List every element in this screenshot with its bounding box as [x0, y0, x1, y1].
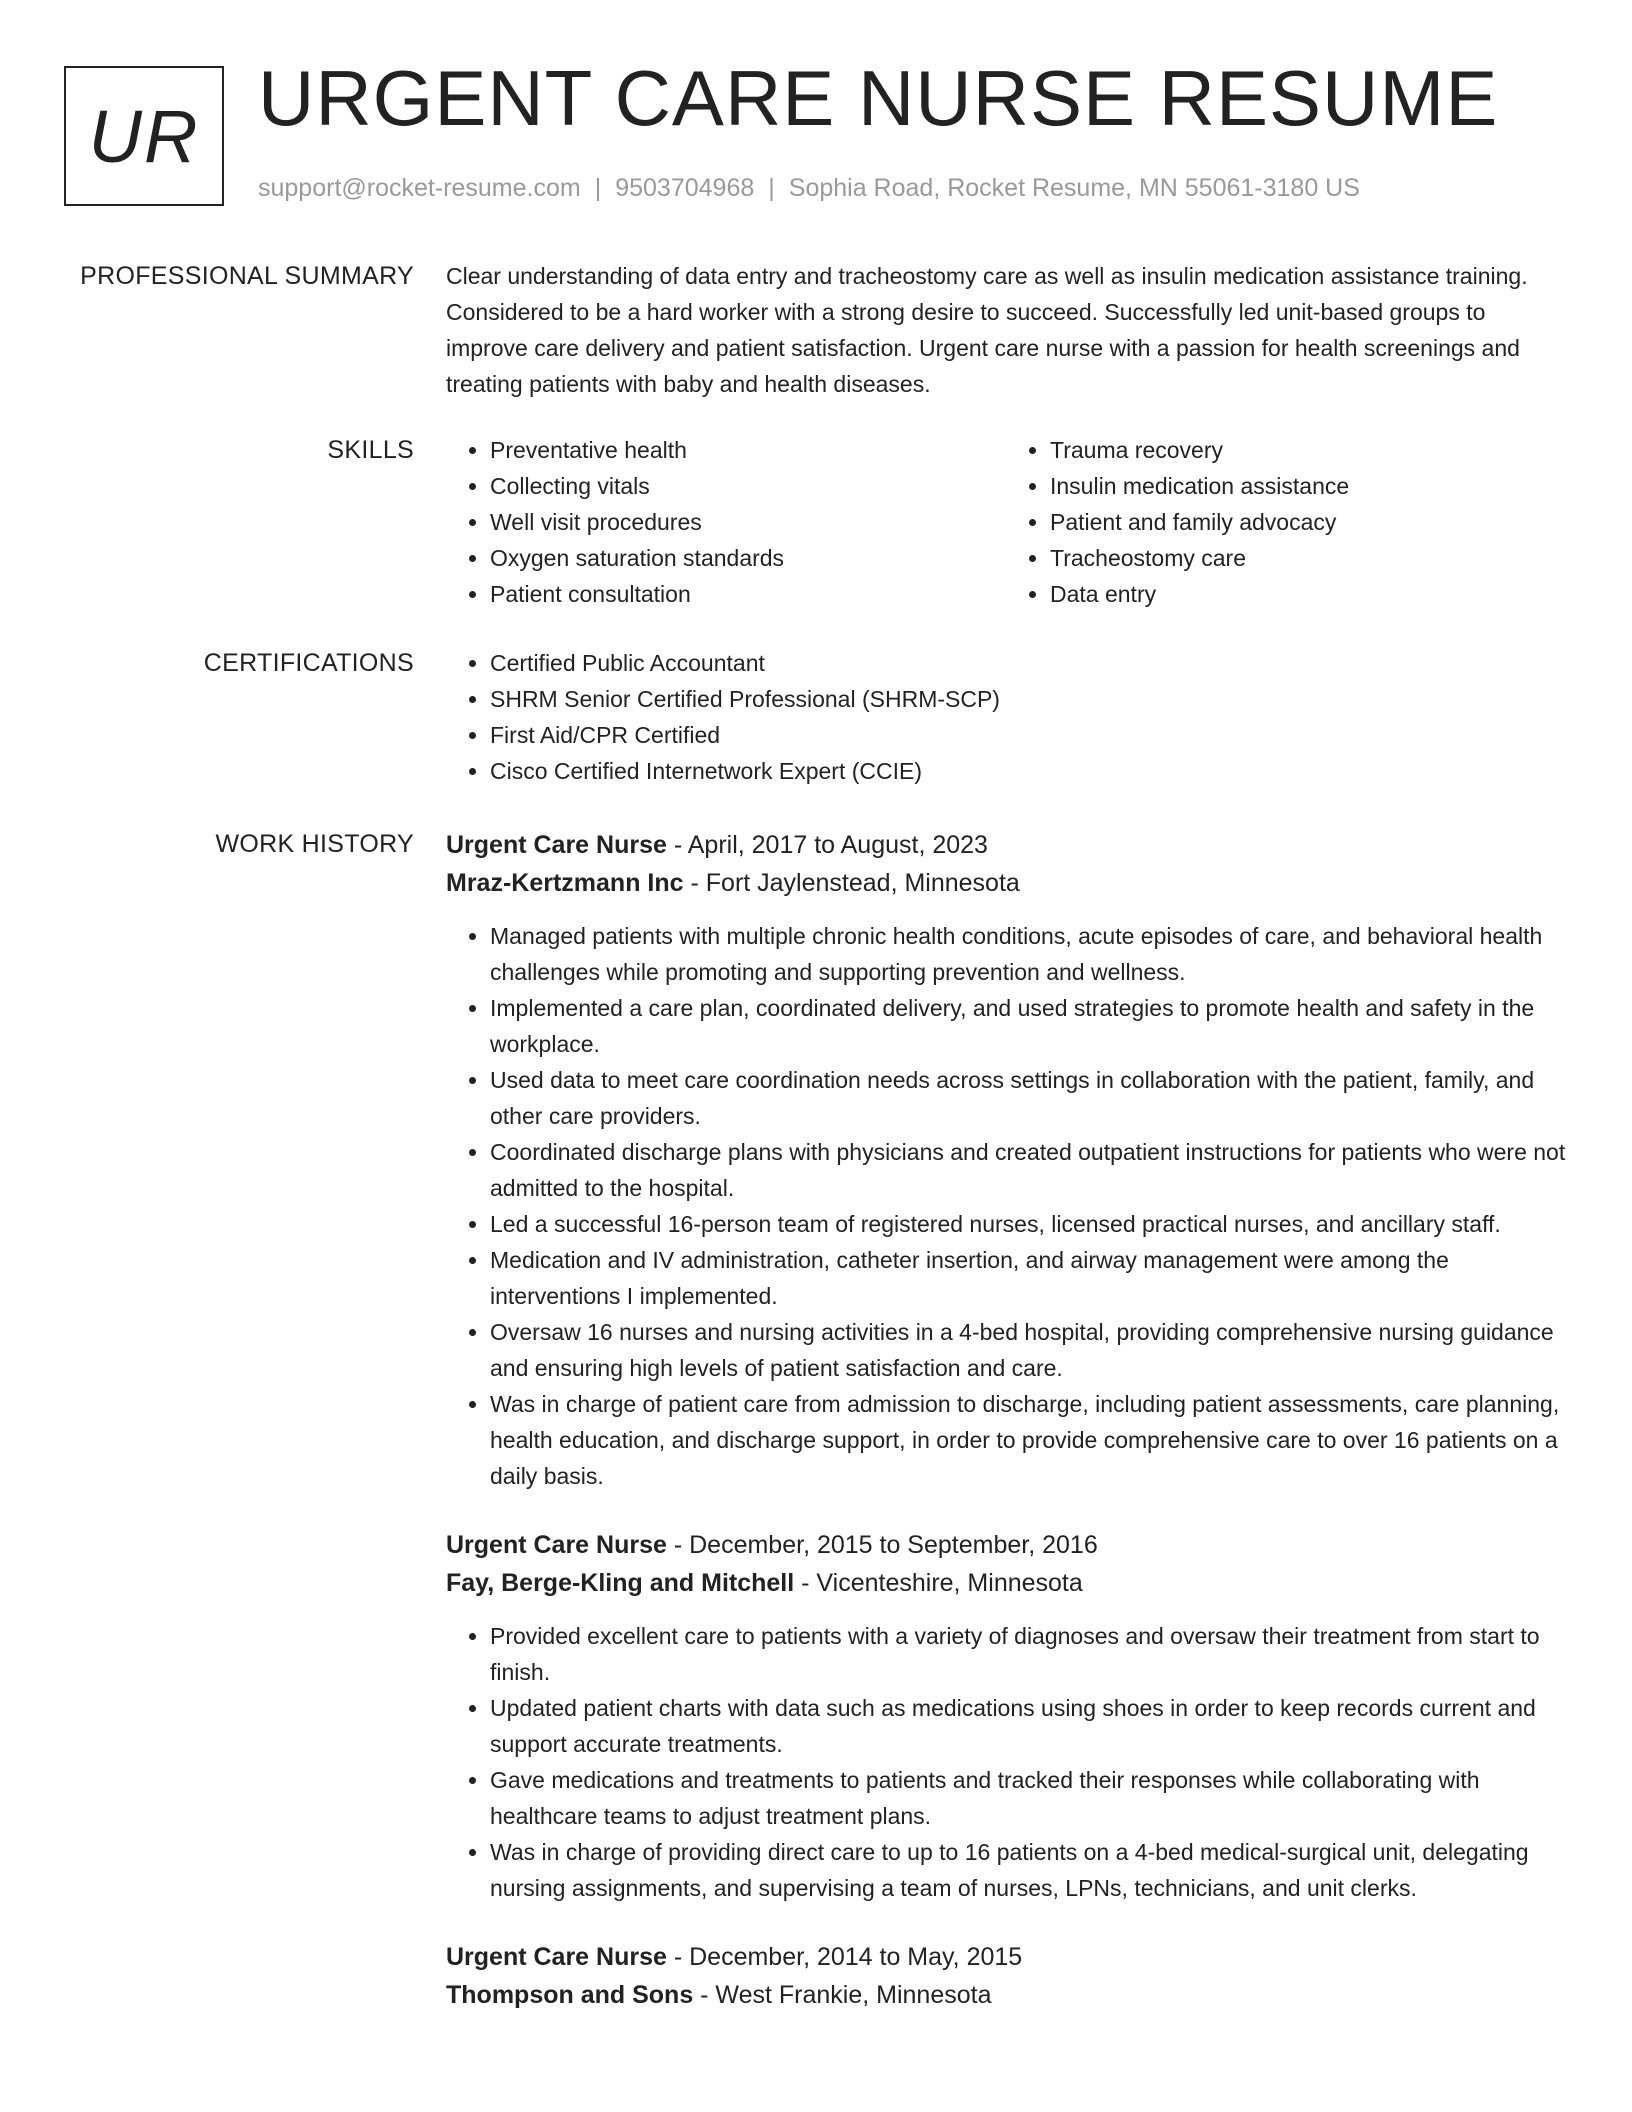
job-company: Mraz-Kertzmann Inc	[446, 869, 684, 897]
job-company: Thompson and Sons	[446, 1981, 694, 2009]
skill-item: • Trauma recovery	[1050, 432, 1566, 468]
job-bullet: • Used data to meet care coordination needs across settings in collaboration with the patient, family, and other care providers.	[490, 1062, 1566, 1134]
certification-item: • Certified Public Accountant	[490, 645, 1566, 681]
skills-list-right	[1006, 432, 1566, 612]
job-bullet: • Was in charge of patient care from admission to discharge, including patient assessments, care planning, health education, and discharge support, in order to provide comprehensive care to over 16 patients on a daily basis.	[490, 1386, 1566, 1494]
job-bullet: • Gave medications and treatments to patients and tracked their responses while collaborating with healthcare teams to adjust treatment plans.	[490, 1762, 1566, 1834]
job-entry	[446, 1938, 1566, 2014]
job-bullet: • Updated patient charts with data such as medications using shoes in order to keep records current and support accurate treatments.	[490, 1690, 1566, 1762]
job-bullets	[446, 918, 1566, 1494]
job-bullets	[446, 1618, 1566, 1906]
skill-item: • Patient consultation	[490, 576, 1006, 612]
job-bullet: • Led a successful 16-person team of registered nurses, licensed practical nurses, and ancillary staff.	[490, 1206, 1566, 1242]
summary-text: Clear understanding of data entry and tracheostomy care as well as insulin medication assistance training. Considered to be a hard worker with a strong desire to succeed. Successfully led unit-based groups to improve care delivery and patient satisfaction. Urgent care nurse with a passion for health screenings and treating patients with baby and health diseases.	[446, 263, 1528, 397]
job-bullet: • Coordinated discharge plans with physicians and created outpatient instructions for patients who were not admitted to the hospital.	[490, 1134, 1566, 1206]
certifications-list	[446, 645, 1566, 789]
job-location: - Fort Jaylenstead, Minnesota	[683, 869, 1020, 897]
job-bullet: • Oversaw 16 nurses and nursing activities in a 4-bed hospital, providing comprehensive nursing guidance and ensuring high levels of patient satisfaction and care.	[490, 1314, 1566, 1386]
skill-item: • Insulin medication assistance	[1050, 468, 1566, 504]
work-history-body	[446, 826, 1566, 2046]
summary-label: PROFESSIONAL SUMMARY	[80, 262, 414, 290]
contact-phone[interactable]: 9503704968	[615, 174, 755, 202]
contact-email[interactable]: support@rocket-resume.com	[258, 174, 581, 202]
job-location: - Vicenteshire, Minnesota	[794, 1569, 1083, 1597]
certification-item: • First Aid/CPR Certified	[490, 717, 1566, 753]
job-title: Urgent Care Nurse	[446, 1531, 667, 1559]
job-dates: - December, 2015 to September, 2016	[666, 1531, 1098, 1559]
skill-item: • Well visit procedures	[490, 504, 1006, 540]
job-title: Urgent Care Nurse	[446, 831, 667, 859]
skill-item: • Tracheostomy care	[1050, 540, 1566, 576]
job-bullet: • Provided excellent care to patients with a variety of diagnoses and oversaw their treatment from start to finish.	[490, 1618, 1566, 1690]
monogram-logo: UR	[64, 66, 224, 206]
job-dates: - April, 2017 to August, 2023	[666, 831, 988, 859]
skills-label: SKILLS	[327, 436, 414, 464]
job-title: Urgent Care Nurse	[446, 1943, 667, 1971]
job-bullet: • Managed patients with multiple chronic health conditions, acute episodes of care, and behavioral health challenges while promoting and supporting prevention and wellness.	[490, 918, 1566, 990]
skills-list-left	[446, 432, 1006, 612]
contact-line	[258, 174, 1360, 203]
certification-item: • Cisco Certified Internetwork Expert (CCIE)	[490, 753, 1566, 789]
certifications-body	[446, 645, 1566, 789]
skill-item: • Collecting vitals	[490, 468, 1006, 504]
contact-separator: |	[594, 174, 602, 202]
skill-item: • Data entry	[1050, 576, 1566, 612]
skill-item: • Preventative health	[490, 432, 1006, 468]
job-entry	[446, 1526, 1566, 1906]
job-bullet: • Medication and IV administration, catheter insertion, and airway management were among the interventions I implemented.	[490, 1242, 1566, 1314]
job-company-line	[446, 1976, 1566, 2014]
certification-item: • SHRM Senior Certified Professional (SHRM-SCP)	[490, 681, 1566, 717]
skills-grid	[446, 432, 1566, 612]
job-bullet: • Implemented a care plan, coordinated delivery, and used strategies to promote health and safety in the workplace.	[490, 990, 1566, 1062]
skill-item: • Oxygen saturation standards	[490, 540, 1006, 576]
job-bullet: • Was in charge of providing direct care to up to 16 patients on a 4-bed medical-surgical unit, delegating nursing assignments, and supervising a team of nurses, LPNs, technicians, and unit clerks.	[490, 1834, 1566, 1906]
job-dates: - December, 2014 to May, 2015	[666, 1943, 1023, 1971]
resume-title: URGENT CARE NURSE RESUME	[258, 54, 1499, 142]
job-company-line	[446, 1564, 1566, 1602]
skill-item: • Patient and family advocacy	[1050, 504, 1566, 540]
work-history-label: WORK HISTORY	[215, 830, 414, 858]
contact-separator: |	[768, 174, 775, 202]
contact-address: Sophia Road, Rocket Resume, MN 55061-3180 US	[788, 174, 1360, 202]
job-title-line	[446, 826, 1566, 864]
job-title-line	[446, 1938, 1566, 1976]
job-entry	[446, 826, 1566, 1494]
job-location: - West Frankie, Minnesota	[693, 1981, 992, 2009]
job-title-line	[446, 1526, 1566, 1564]
certifications-label: CERTIFICATIONS	[203, 649, 414, 677]
job-company-line	[446, 864, 1566, 902]
job-company: Fay, Berge-Kling and Mitchell	[446, 1569, 795, 1597]
